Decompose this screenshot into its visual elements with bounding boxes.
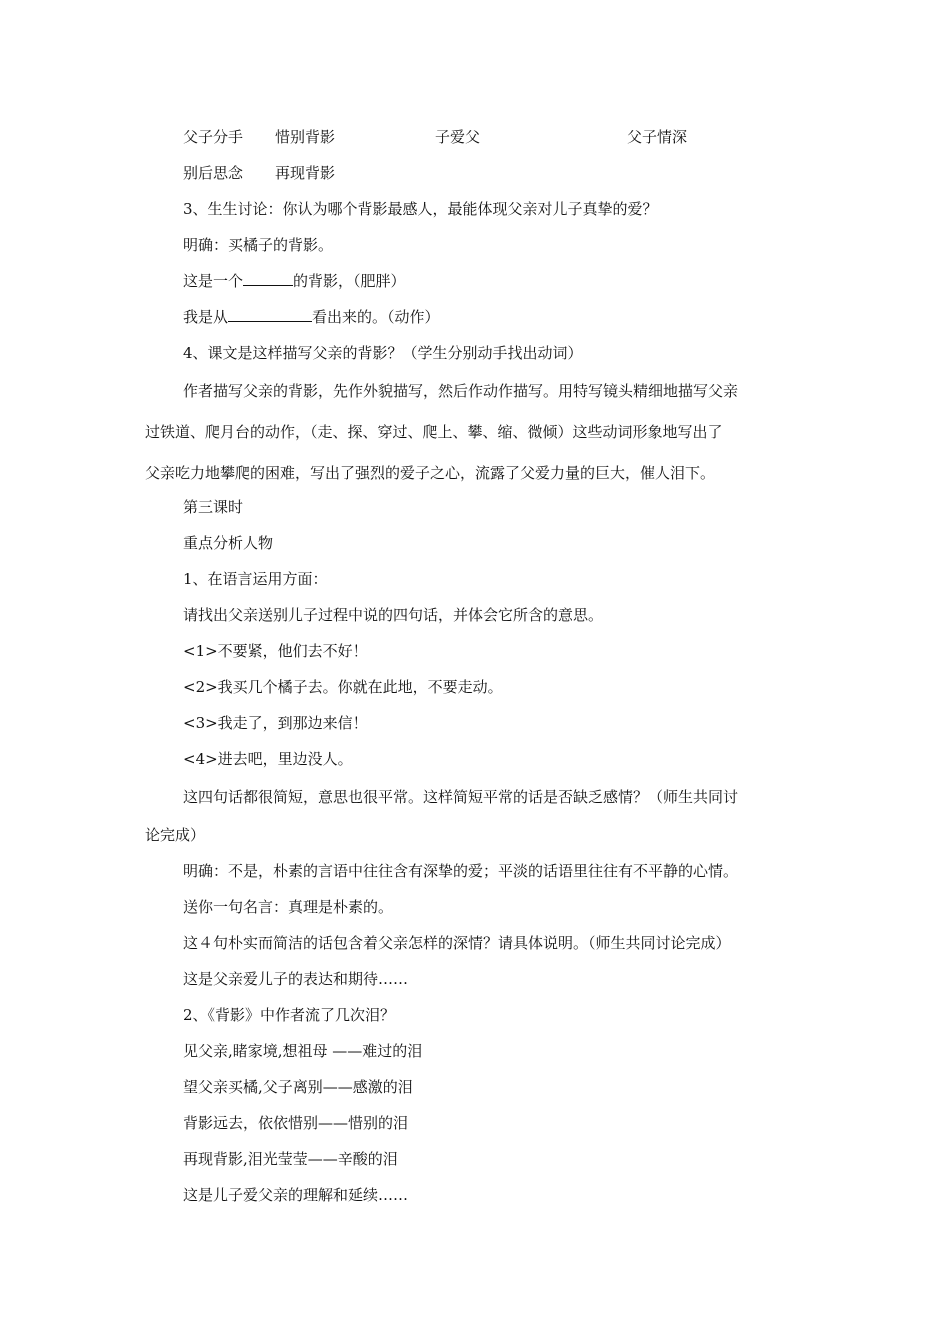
paragraph-line: 父亲吃力地攀爬的困难，写出了强烈的爱子之心，流露了父爱力量的巨大，催人泪下。 [145, 464, 716, 482]
fill-blank-1-prefix: 这是一个 [183, 272, 244, 290]
tears-4: 再现背影,泪光莹莹——辛酸的泪 [183, 1150, 398, 1168]
fill-blank-2-suffix: 看出来的。（动作） [312, 308, 440, 326]
paragraph-line: 这四句话都很简短，意思也很平常。这样简短平常的话是否缺乏感情？（师生共同讨 [183, 788, 739, 806]
table-cell: 父子分手 [183, 128, 244, 146]
fill-blank-2 [183, 307, 440, 327]
paragraph-line: 作者描写父亲的背影，先作外貌描写，然后作动作描写。用特写镜头精细地描写父亲 [183, 382, 739, 400]
fill-blank-1-suffix: 的背影，（肥胖） [293, 272, 406, 290]
question-4: 4、课文是这样描写父亲的背影？（学生分别动手找出动词） [183, 344, 583, 362]
subsection-1: 1、在语言运用方面： [183, 570, 328, 588]
table-cell: 别后思念 [183, 164, 244, 182]
task-text: 请找出父亲送别儿子过程中说的四句话，并体会它所含的意思。 [183, 606, 604, 624]
answer-s1: 明确：不是，朴素的言语中往往含有深挚的爱；平淡的话语里往往有不平静的心情。 [183, 862, 739, 880]
table-cell: 父子情深 [627, 128, 688, 146]
answer-3: 明确：买橘子的背影。 [183, 236, 334, 254]
detail-question: 这４句朴实而简洁的话包含着父亲怎样的深情？请具体说明。（师生共同讨论完成） [183, 934, 731, 952]
blank-line [228, 307, 312, 322]
quote-3: <3>我走了，到那边来信！ [183, 714, 368, 732]
quote-1: <1>不要紧，他们去不好！ [183, 642, 368, 660]
section-heading: 重点分析人物 [183, 534, 274, 552]
fill-blank-2-prefix: 我是从 [183, 308, 229, 326]
expression-1: 这是父亲爱儿子的表达和期待…… [183, 970, 409, 988]
expression-2: 这是儿子爱父亲的理解和延续…… [183, 1186, 409, 1204]
question-3: 3、生生讨论：你认为哪个背影最感人，最能体现父亲对儿子真挚的爱？ [183, 200, 658, 218]
subsection-2: 2、《背影》中作者流了几次泪？ [183, 1006, 396, 1024]
table-cell: 子爱父 [435, 128, 481, 146]
tears-3: 背影远去，依依惜别——惜别的泪 [183, 1114, 409, 1132]
paragraph-line: 过铁道、爬月台的动作，（走、探、穿过、爬上、攀、缩、微倾）这些动词形象地写出了 [145, 423, 723, 441]
tears-2: 望父亲买橘,父子离别——感激的泪 [183, 1078, 413, 1096]
quote-2: <2>我买几个橘子去。你就在此地，不要走动。 [183, 678, 503, 696]
table-cell: 惜别背影 [275, 128, 336, 146]
table-cell: 再现背影 [275, 164, 336, 182]
paragraph-line: 论完成） [145, 826, 206, 844]
fill-blank-1 [183, 271, 406, 291]
motto: 送你一句名言：真理是朴素的。 [183, 898, 394, 916]
tears-1: 见父亲,睹家境,想祖母 ——难过的泪 [183, 1042, 423, 1060]
lesson-heading: 第三课时 [183, 498, 244, 516]
blank-line [243, 271, 293, 286]
quote-4: <4>进去吧，里边没人。 [183, 750, 353, 768]
